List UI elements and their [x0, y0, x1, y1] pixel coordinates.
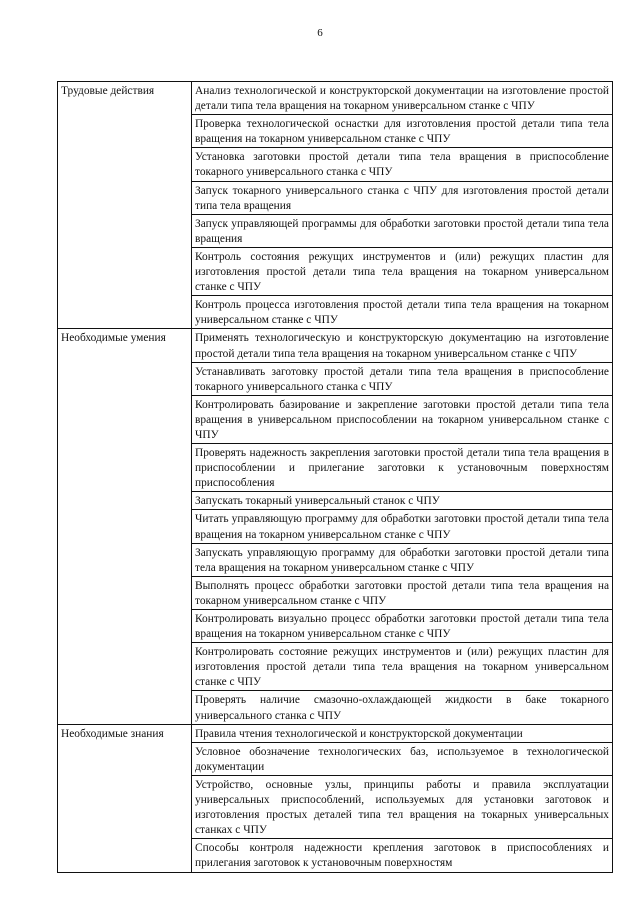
table-cell: Контролировать базирование и закрепление заготовки простой детали типа тела вращения в универсальном приспособлении на токарном универсальном станке с ЧПУ — [192, 395, 613, 443]
section-required-knowledge — [58, 724, 613, 872]
requirements-table — [57, 81, 613, 873]
section-label-required-knowledge: Необходимые знания — [58, 724, 192, 872]
table-cell: Запуск управляющей программы для обработки заготовки простой детали типа тела вращения — [192, 214, 613, 247]
table-cell: Контроль процесса изготовления простой детали типа тела вращения на токарном универсальном станке с ЧПУ — [192, 296, 613, 329]
table-cell: Запуск токарного универсального станка с ЧПУ для изготовления простой детали типа тела вращения — [192, 181, 613, 214]
table-cell: Способы контроля надежности крепления заготовок в приспособлениях и прилегания заготовок к установочным поверхностям — [192, 839, 613, 872]
table-cell: Запускать токарный универсальный станок с ЧПУ — [192, 492, 613, 510]
table-cell: Читать управляющую программу для обработки заготовки простой детали типа тела вращения на токарном универсальном станке с ЧПУ — [192, 510, 613, 543]
section-label-required-skills: Необходимые умения — [58, 329, 192, 724]
table-cell: Проверять надежность закрепления заготовки простой детали типа тела вращения в приспособлении и прилегание заготовки к установочным поверхностям приспособления — [192, 444, 613, 492]
section-label-work-actions: Трудовые действия — [58, 82, 192, 329]
table-cell: Контроль состояния режущих инструментов и (или) режущих пластин для изготовления простой детали типа тела вращения на токарном универсальном станке с ЧПУ — [192, 247, 613, 295]
section-work-actions — [58, 82, 613, 329]
table-cell: Контролировать визуально процесс обработки заготовки простой детали типа тела вращения на токарном универсальном станке с ЧПУ — [192, 610, 613, 643]
page-number: 6 — [317, 27, 323, 39]
table-row — [58, 329, 613, 362]
table-cell: Правила чтения технологической и конструкторской документации — [192, 724, 613, 742]
table-cell: Устройство, основные узлы, принципы работы и правила эксплуатации универсальных приспособлений, используемых для установки заготовок и изготовления простых деталей типа тел вращения на токарных универсальных станках с ЧПУ — [192, 775, 613, 838]
table-cell: Устанавливать заготовку простой детали типа тела вращения в приспособление токарного универсального станка с ЧПУ — [192, 362, 613, 395]
table-cell: Анализ технологической и конструкторской документации на изготовление простой детали типа тела вращения на токарном универсальном станке с ЧПУ — [192, 82, 613, 115]
table-cell: Запускать управляющую программу для обработки заготовки простой детали типа тела вращения на токарном универсальном станке с ЧПУ — [192, 543, 613, 576]
table-cell: Установка заготовки простой детали типа тела вращения в приспособление токарного универсального станка с ЧПУ — [192, 148, 613, 181]
table-row — [58, 724, 613, 742]
table-cell: Контролировать состояние режущих инструментов и (или) режущих пластин для изготовления простой детали типа тела вращения на токарном универсальном станке с ЧПУ — [192, 643, 613, 691]
table-cell: Выполнять процесс обработки заготовки простой детали типа тела вращения на токарном универсальном станке с ЧПУ — [192, 576, 613, 609]
table-cell: Проверка технологической оснастки для изготовления простой детали типа тела вращения на токарном универсальном станке с ЧПУ — [192, 115, 613, 148]
table-cell: Условное обозначение технологических баз, используемое в технологической документации — [192, 742, 613, 775]
table-row — [58, 82, 613, 115]
table-cell: Проверять наличие смазочно-охлаждающей жидкости в баке токарного универсального станка с ЧПУ — [192, 691, 613, 724]
section-required-skills — [58, 329, 613, 724]
table-cell: Применять технологическую и конструкторскую документацию на изготовление простой детали типа тела вращения на токарном универсальном станке с ЧПУ — [192, 329, 613, 362]
